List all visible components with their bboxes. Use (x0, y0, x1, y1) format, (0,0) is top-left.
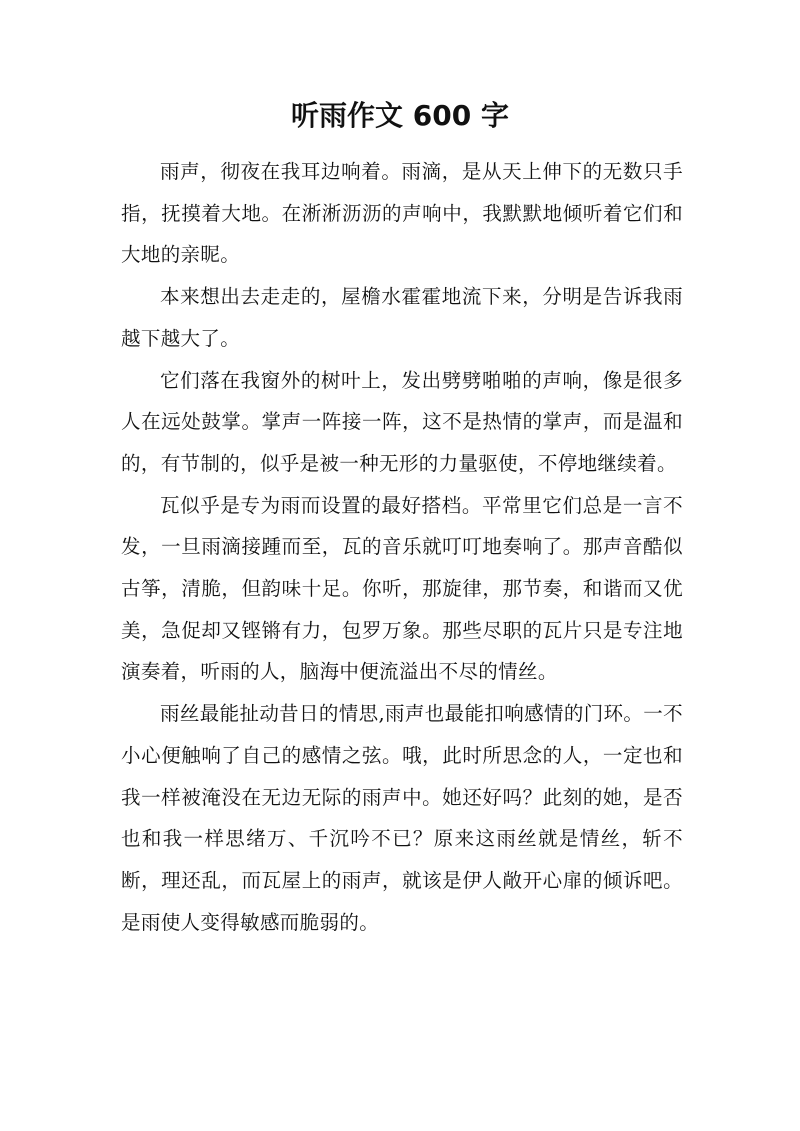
document-body (121, 151, 683, 943)
paragraph-1: 雨声，彻夜在我耳边响着。雨滴，是从天上伸下的无数只手指，抚摸着大地。在淅淅沥沥的声响中，我默默地倾听着它们和大地的亲昵。 (121, 160, 683, 267)
paragraph-4: 瓦似乎是专为雨而设置的最好搭档。平常里它们总是一言不发，一旦雨滴接踵而至，瓦的音乐就叮叮地奏响了。那声音酷似古筝，清脆，但韵味十足。你听，那旋律，那节奏，和谐而又优美，急促却又铿锵有力，包罗万象。那些尽职的瓦片只是专注地演奏着，听雨的人，脑海中便流溢出不尽的情丝。 (121, 493, 683, 684)
paragraph-3: 它们落在我窗外的树叶上，发出劈劈啪啪的声响，像是很多人在远处鼓掌。掌声一阵接一阵，这不是热情的掌声，而是温和的，有节制的，似乎是被一种无形的力量驱使，不停地继续着。 (121, 368, 683, 475)
document-title: 听雨作文 600 字 (291, 99, 509, 132)
paragraph-5: 雨丝最能扯动昔日的情思,雨声也最能扣响感情的门环。一不小心便触响了自己的感情之弦。哦，此时所思念的人，一定也和我一样被淹没在无边无际的雨声中。她还好吗？此刻的她，是否也和我一样思绪万、千沉吟不已？原来这雨丝就是情丝，斩不断，理还乱，而瓦屋上的雨声，就该是伊人敞开心扉的倾诉吧。是雨使人变得敏感而脆弱的。 (121, 702, 683, 934)
paragraph-2: 本来想出去走走的，屋檐水霍霍地流下来，分明是告诉我雨越下越大了。 (121, 285, 683, 350)
